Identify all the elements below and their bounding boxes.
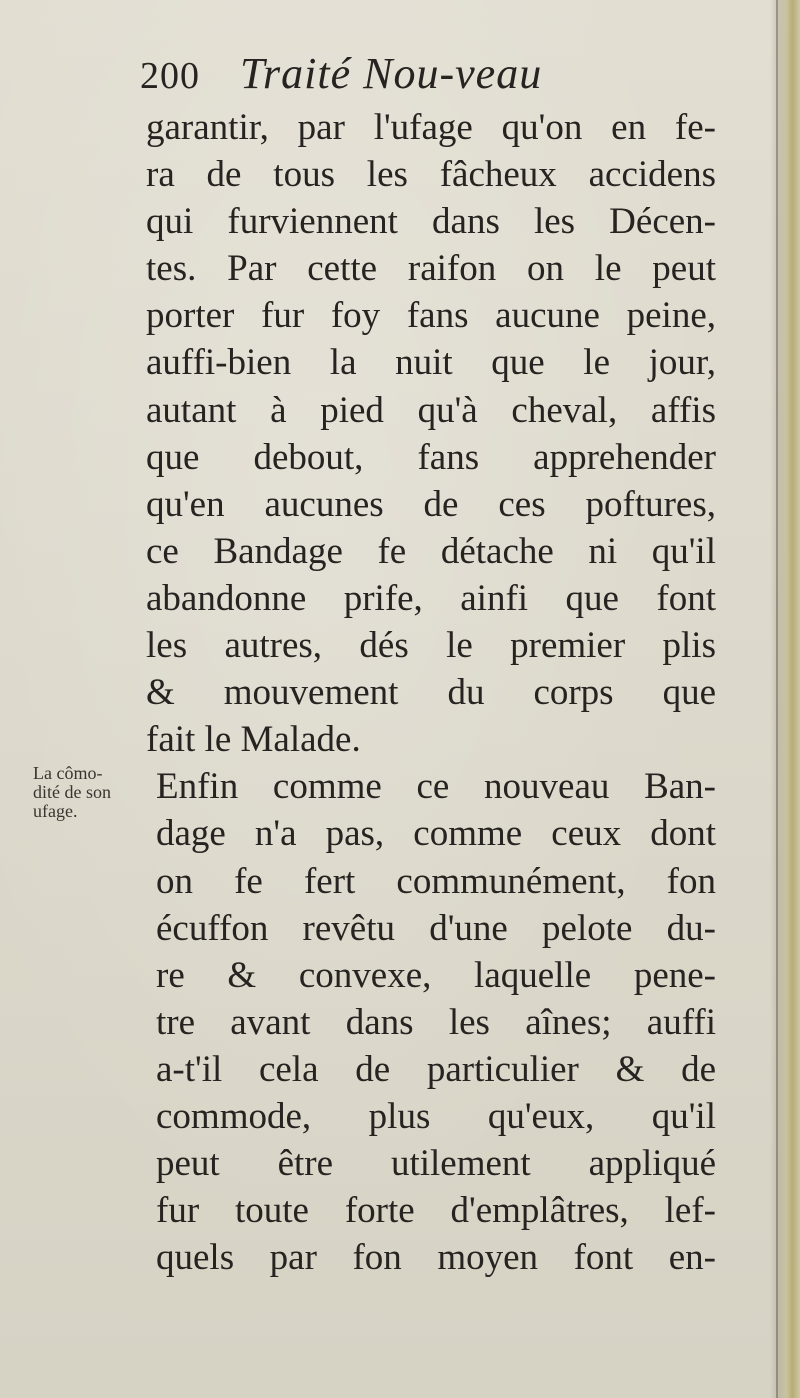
text-line: peut être utilement appliqué <box>156 1143 716 1185</box>
text-line: que debout, fans apprehender <box>146 436 716 478</box>
page-header <box>140 48 542 108</box>
text-line: commode, plus qu'eux, qu'il <box>156 1095 716 1137</box>
gutter-shadow-line <box>776 0 778 1398</box>
text-line: autant à pied qu'à cheval, affis <box>146 389 716 431</box>
page-gutter <box>770 0 800 1398</box>
text-line: abandonne prife, ainfi que font <box>146 577 716 619</box>
text-line: qu'en aucunes de ces poftures, <box>146 483 716 525</box>
text-line: ce Bandage fe détache ni qu'il <box>146 530 716 572</box>
text-line: garantir, par l'ufage qu'on en fe- <box>146 107 716 148</box>
text-line: Enfin comme ce nouveau Ban- <box>156 766 716 808</box>
text-line: dage n'a pas, comme ceux dont <box>156 813 716 855</box>
margin-note <box>33 764 143 821</box>
margin-note-line: dité de son <box>33 782 111 802</box>
margin-note-line: ufage. <box>33 801 78 821</box>
text-line: tes. Par cette raifon on le peut <box>146 248 716 290</box>
text-line: écuffon revêtu d'une pelote du- <box>156 907 716 949</box>
paragraph-1 <box>146 104 716 763</box>
text-line: & mouvement du corps que <box>146 672 716 714</box>
body-text <box>146 104 716 1281</box>
text-line: fait le Malade. <box>146 719 361 761</box>
text-line: ra de tous les fâcheux accidens <box>146 154 716 196</box>
text-line: auffi-bien la nuit que le jour, <box>146 342 716 384</box>
text-line: quels par fon moyen font en- <box>156 1237 716 1279</box>
text-line: fur toute forte d'emplâtres, lef- <box>156 1190 716 1232</box>
running-title: Traité Nou-veau <box>240 49 543 98</box>
text-line: qui furviennent dans les Décen- <box>146 201 716 243</box>
text-line: a-t'il cela de particulier & de <box>156 1048 716 1090</box>
text-line: les autres, dés le premier plis <box>146 625 716 667</box>
text-line: tre avant dans les aînes; auffi <box>156 1001 716 1043</box>
paragraph-2 <box>146 763 716 1281</box>
text-line: porter fur foy fans aucune peine, <box>146 295 716 337</box>
text-line: on fe fert communément, fon <box>156 860 716 902</box>
margin-note-line: La cômo- <box>33 763 103 783</box>
text-line: re & convexe, laquelle pene- <box>156 954 716 996</box>
page-number: 200 <box>140 55 200 97</box>
